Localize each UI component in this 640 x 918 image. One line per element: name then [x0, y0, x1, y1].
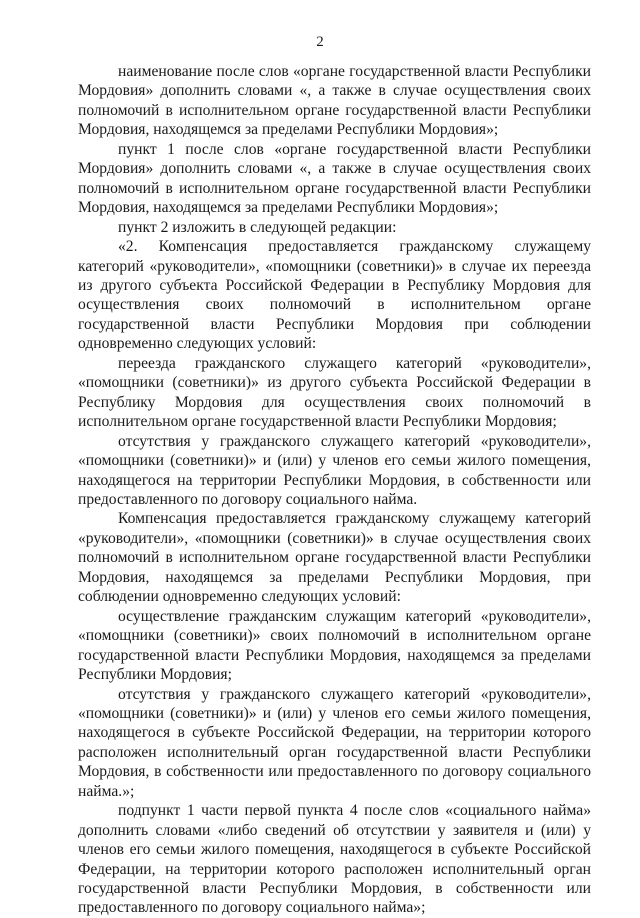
paragraph-4: «2. Компенсация предоставляется гражданскому служащему категорий «руководители», «помощники (советники)» в случае их переезда из другого субъекта Российской Федерации в Республику Мордовия для осуществления своих полномочий в исполнительном органе государственной власти Республики Мордовия при соблюдении одновременно следующих условий:	[78, 238, 591, 353]
paragraph-1: наименование после слов «органе государственной власти Республики Мордовия» дополнить словами «, а также в случае осуществления своих полномочий в исполнительном органе государственной власти Республики Мордовия, находящемся за пределами Республики Мордовия»;	[78, 63, 591, 139]
paragraph-2: пункт 1 после слов «органе государственной власти Республики Мордовия» дополнить словами «, а также в случае осуществления своих полномочий в исполнительном органе государственной власти Республики Мордовия, находящемся за пределами Республики Мордовия»;	[78, 140, 591, 217]
paragraph-7: Компенсация предоставляется гражданскому служащему категорий «руководители», «помощники (советники)» в случае осуществления своих полномочий в исполнительном органе государственной власти Республики Мордовия, находящемся за пределами Республики Мордовия, при соблюдении одновременно следующих условий:	[78, 510, 591, 606]
paragraph-6: отсутствия у гражданского служащего категорий «руководители», «помощники (советники)» и (или) у членов его семьи жилого помещения, находящегося на территории Республики Мордовия, в собственности или предоставленного по договору социального найма.	[78, 432, 591, 508]
paragraph-10: подпункт 1 части первой пункта 4 после слов «социального найма» дополнить словами «либо сведений об отсутствии у заявителя и (или) у членов его семьи жилого помещения, находящегося в субъекте Российской Федерации, на территории которого расположен исполнительный орган государственной власти Республики Мордовия, в собственности или предоставленного по договору социального найма»;	[78, 802, 591, 917]
paragraph-8: осуществление гражданским служащим категорий «руководители», «помощники (советники)» своих полномочий в исполнительном органе государственной власти Республики Мордовия, находящемся за пределами Республики Мордовия;	[78, 607, 591, 684]
document-body	[78, 62, 591, 918]
paragraph-3: пункт 2 изложить в следующей редакции:	[118, 218, 397, 236]
paragraph-9: отсутствия у гражданского служащего категорий «руководители», «помощники (советники)» и (или) у членов его семьи жилого помещения, находящегося в субъекте Российской Федерации, на территории которого расположен исполнительный орган государственной власти Республики Мордовия, в собственности или предоставленного по договору социального найма.»;	[78, 685, 591, 800]
paragraph-5: переезда гражданского служащего категорий «руководители», «помощники (советники)» из другого субъекта Российской Федерации в Республику Мордовия для осуществления своих полномочий в исполнительном органе государственной власти Республики Мордовия;	[78, 354, 591, 431]
page-number: 2	[316, 34, 324, 50]
